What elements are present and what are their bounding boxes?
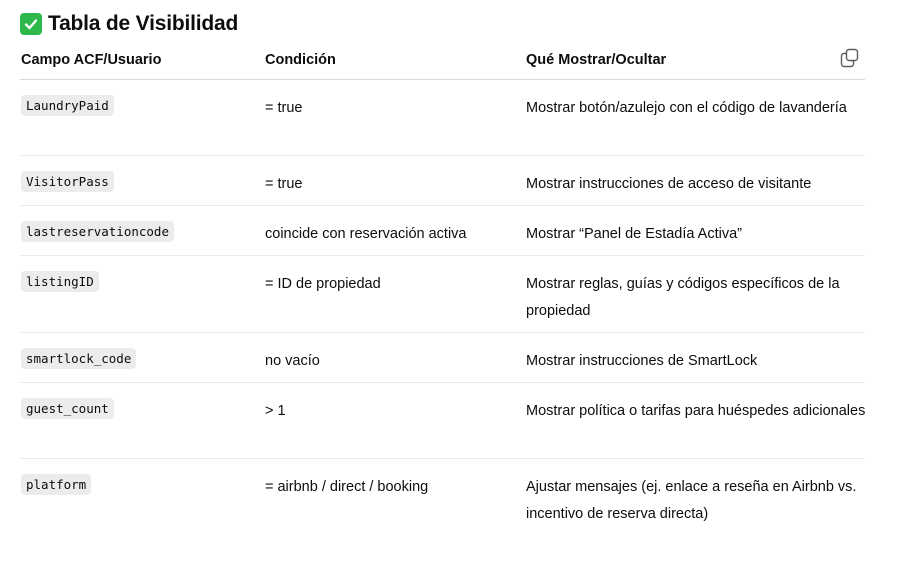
column-header-action: Qué Mostrar/Ocultar: [526, 52, 667, 68]
condition-cell: = airbnb / direct / booking: [265, 479, 429, 495]
action-cell: Mostrar instrucciones de SmartLock: [526, 353, 758, 369]
copy-icon[interactable]: [840, 48, 860, 68]
field-cell: [21, 221, 174, 242]
action-cell: Mostrar política o tarifas para huéspedes adicionales: [526, 403, 866, 419]
table-row: [20, 206, 865, 256]
table-row: [20, 156, 865, 206]
section-heading: [20, 10, 238, 38]
table-row: [20, 333, 865, 383]
condition-cell: = true: [265, 176, 303, 192]
check-mark-button-icon: [20, 13, 42, 35]
condition-cell: > 1: [265, 403, 286, 419]
action-cell: Mostrar “Panel de Estadía Activa”: [526, 226, 742, 242]
field-code: platform: [21, 474, 91, 495]
field-code: listingID: [21, 271, 99, 292]
field-cell: [21, 398, 114, 419]
action-cell: Mostrar reglas, guías y códigos específicos de la propiedad: [526, 276, 840, 319]
table-header-row: [20, 44, 865, 80]
action-cell: Mostrar instrucciones de acceso de visitante: [526, 176, 812, 192]
condition-cell: = true: [265, 100, 303, 116]
table-row: [20, 383, 865, 459]
column-header-field: Campo ACF/Usuario: [21, 52, 162, 68]
field-code: VisitorPass: [21, 171, 114, 192]
visibility-table: [20, 44, 865, 535]
condition-cell: no vacío: [265, 353, 320, 369]
field-code: lastreservationcode: [21, 221, 174, 242]
field-cell: [21, 271, 99, 292]
table-row: [20, 80, 865, 156]
section-title: Tabla de Visibilidad: [48, 12, 239, 35]
action-cell: Ajustar mensajes (ej. enlace a reseña en Airbnb vs. incentivo de reserva directa): [526, 479, 857, 522]
field-cell: [21, 171, 114, 192]
action-cell: Mostrar botón/azulejo con el código de lavandería: [526, 100, 847, 116]
field-code: guest_count: [21, 398, 114, 419]
field-cell: [21, 95, 114, 116]
field-code: LaundryPaid: [21, 95, 114, 116]
field-cell: [21, 474, 91, 495]
column-header-condition: Condición: [265, 52, 336, 68]
field-cell: [21, 348, 136, 369]
table-row: [20, 256, 865, 333]
condition-cell: = ID de propiedad: [265, 276, 381, 292]
table-row: [20, 459, 865, 535]
condition-cell: coincide con reservación activa: [265, 226, 467, 242]
field-code: smartlock_code: [21, 348, 136, 369]
